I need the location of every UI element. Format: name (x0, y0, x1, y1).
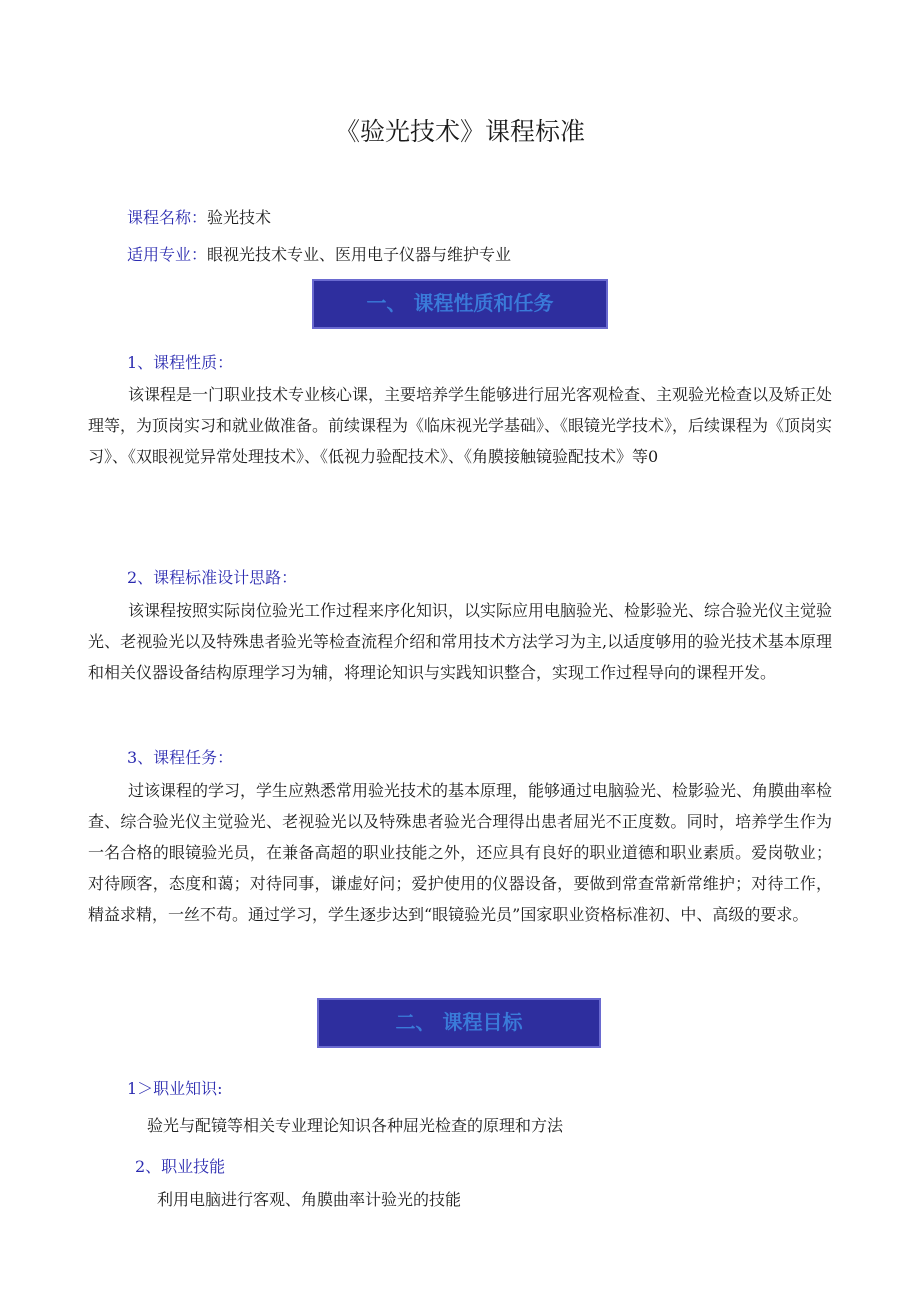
skill-heading: 2、职业技能 (135, 1157, 226, 1176)
course-name-label: 课程名称： (127, 208, 208, 227)
section1-banner: 一、 课程性质和任务 (312, 279, 608, 329)
design-heading: 2、课程标准设计思路： (127, 568, 298, 587)
task-heading: 3、课程任务： (127, 748, 234, 767)
section2-banner: 二、 课程目标 (317, 998, 601, 1048)
skill-text: 利用电脑进行客观、角膜曲率计验光的技能 (157, 1190, 462, 1209)
major-label: 适用专业： (127, 245, 208, 264)
page-title: 《验光技术》课程标准 (334, 117, 585, 146)
knowledge-heading: 1＞职业知识: (127, 1079, 223, 1098)
major-line (127, 242, 511, 265)
course-name-line (127, 205, 271, 228)
design-paragraph: 该课程按照实际岗位验光工作过程来序化知识，以实际应用电脑验光、检影验光、综合验光仪主觉验光、老视验光以及特殊患者验光等检查流程介绍和常用技术方法学习为主,以适度够用的验光技术基本原理和相关仪器设备结构原理学习为辅，将理论知识与实践知识整合，实现工作过程导向的课程开发。 (88, 601, 833, 682)
knowledge-text: 验光与配镜等相关专业理论知识各种屈光检查的原理和方法 (147, 1116, 564, 1135)
nature-paragraph: 该课程是一门职业技术专业核心课，主要培养学生能够进行屈光客观检查、主观验光检查以及矫正处理等，为顶岗实习和就业做准备。前续课程为《临床视光学基础》、《眼镜光学技术》，后续课程为《顶岗实习》、《双眼视觉异常处理技术》、《低视力验配技术》、《角膜接触镜验配技术》等0 (88, 385, 833, 466)
task-paragraph: 过该课程的学习，学生应熟悉常用验光技术的基本原理，能够通过电脑验光、检影验光、角膜曲率检查、综合验光仪主觉验光、老视验光以及特殊患者验光合理得出患者屈光不正度数。同时，培养学生作为一名合格的眼镜验光员，在兼备高超的职业技能之外，还应具有良好的职业道德和职业素质。爱岗敬业；对待顾客，态度和蔼；对待同事，谦虚好问；爱护使用的仪器设备，要做到常查常新常维护；对待工作，精益求精，一丝不苟。通过学习，学生逐步达到“眼镜验光员”国家职业资格标准初、中、高级的要求。 (88, 781, 833, 924)
major-value: 眼视光技术专业、医用电子仪器与维护专业 (207, 245, 512, 264)
nature-heading: 1、课程性质： (127, 353, 234, 372)
course-name-value: 验光技术 (207, 208, 272, 227)
